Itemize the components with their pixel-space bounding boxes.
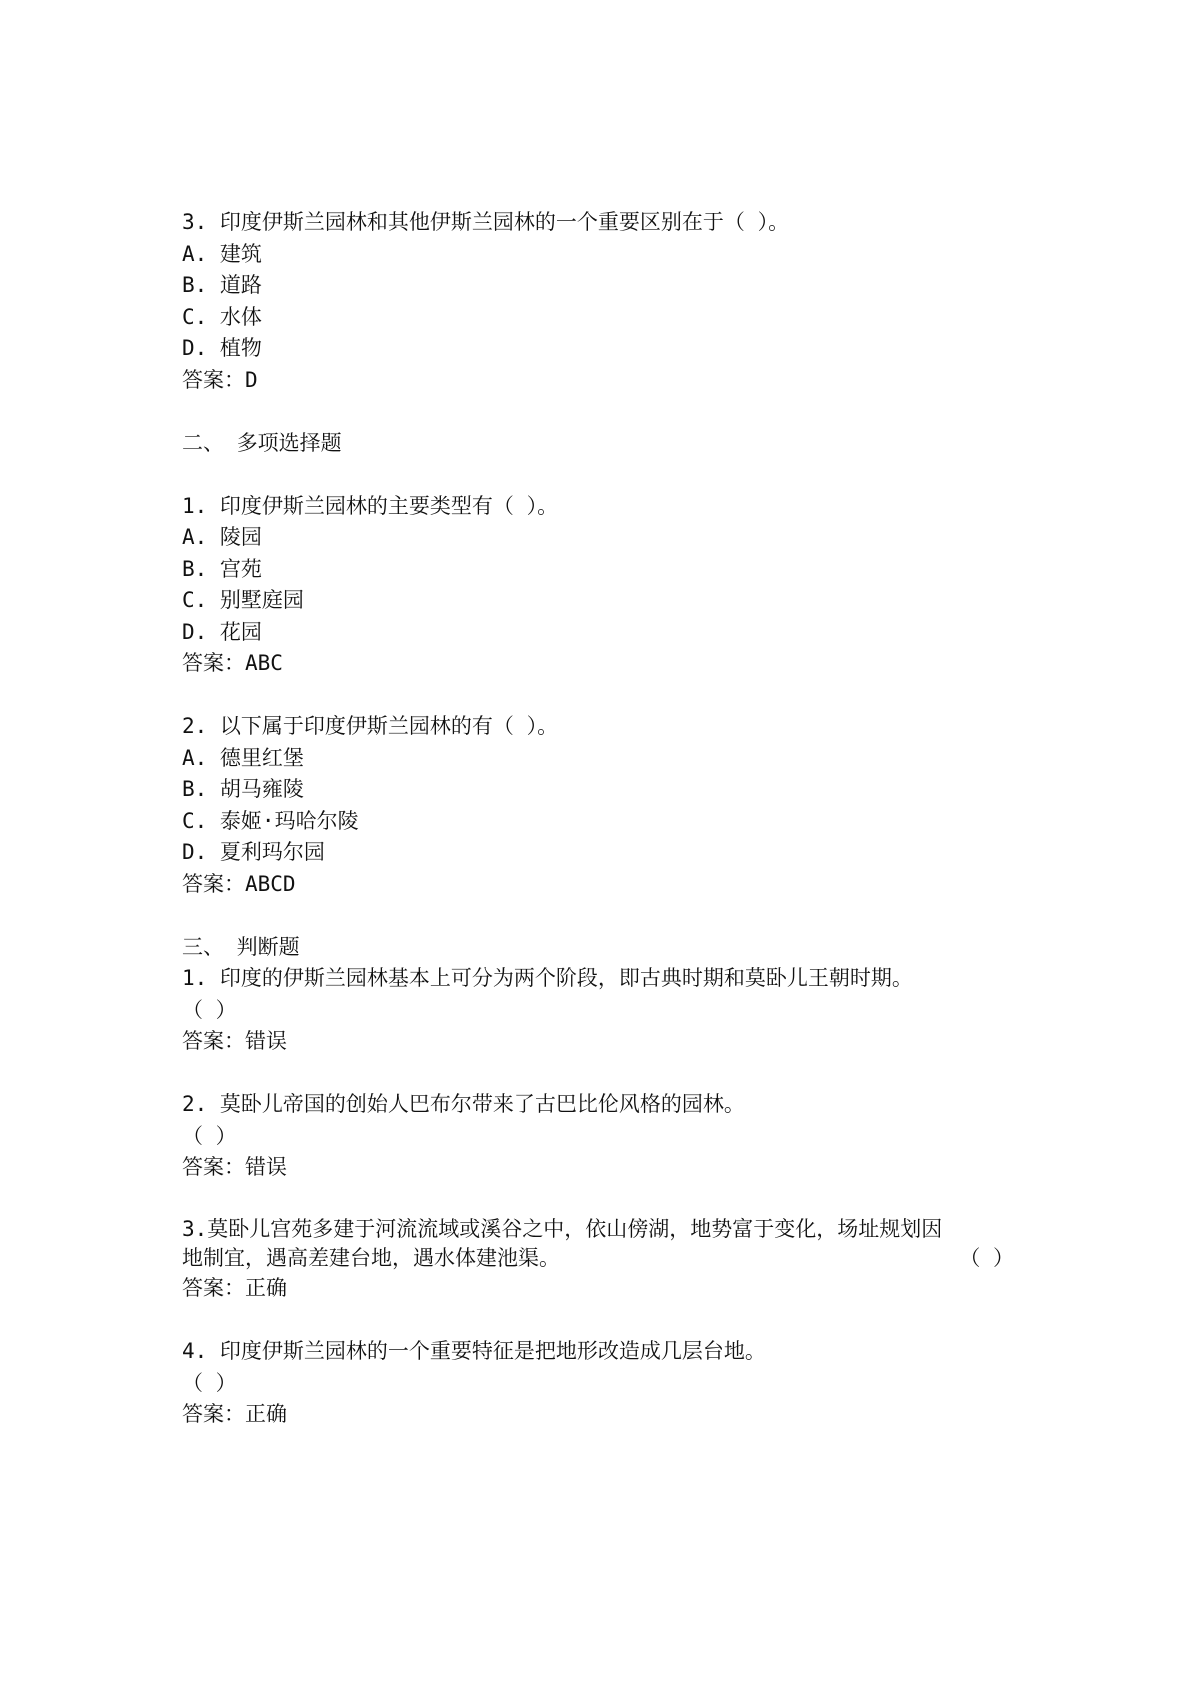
- answer-paren: （ ）: [182, 997, 237, 1022]
- answer: 答案：ABC: [182, 651, 283, 675]
- question-stem-line2: [182, 1244, 1014, 1273]
- spacer: [182, 1305, 1022, 1337]
- answer: 答案：ABCD: [182, 871, 296, 896]
- option-d: D. 夏利玛尔园: [182, 840, 325, 864]
- question-stem: 1. 印度的伊斯兰园林基本上可分为两个阶段，即古典时期和莫卧儿王朝时期。: [182, 966, 913, 990]
- question-stem: 2. 莫卧儿帝国的创始人巴布尔带来了古巴比伦风格的园林。: [182, 1092, 745, 1116]
- question-stem: 2. 以下属于印度伊斯兰园林的有（ ）。: [182, 714, 559, 738]
- answer: 答案：错误: [182, 1155, 287, 1179]
- answer: 答案：正确: [182, 1276, 287, 1300]
- option-c: C. 别墅庭园: [182, 588, 304, 612]
- question-stem: 4. 印度伊斯兰园林的一个重要特征是把地形改造成几层台地。: [182, 1339, 766, 1363]
- option-d: D. 花园: [182, 619, 262, 644]
- question-stem: 1. 印度伊斯兰园林的主要类型有（ ）。: [182, 493, 559, 518]
- spacer: [182, 680, 1022, 712]
- spacer: [182, 459, 1022, 491]
- answer: 答案：错误: [182, 1029, 287, 1053]
- option-a: A. 陵园: [182, 525, 262, 549]
- option-b: B. 胡马雍陵: [182, 777, 304, 801]
- option-b: B. 道路: [182, 273, 262, 297]
- option-a: A. 德里红堡: [182, 745, 304, 770]
- option-b: B. 宫苑: [182, 556, 262, 581]
- section-heading: 三、 判断题: [182, 934, 300, 959]
- option-a: A. 建筑: [182, 241, 262, 266]
- answer: 答案：D: [182, 367, 258, 392]
- spacer: [182, 1184, 1022, 1216]
- answer-paren: （ ）: [182, 1370, 237, 1395]
- question-stem: 3. 印度伊斯兰园林和其他伊斯兰园林的一个重要区别在于（ ）。: [182, 210, 790, 234]
- option-c: C. 水体: [182, 304, 262, 329]
- document-page: [182, 207, 1022, 1431]
- spacer: [182, 900, 1022, 932]
- answer-paren: （ ）: [182, 1123, 237, 1148]
- question-stem-line2-text: 地制宜，遇高差建台地，遇水体建池渠。: [182, 1246, 560, 1270]
- spacer: [182, 1058, 1022, 1090]
- option-c: C. 泰姬·玛哈尔陵: [182, 808, 359, 833]
- spacer: [182, 396, 1022, 428]
- answer-paren: （ ）: [959, 1246, 1014, 1270]
- answer: 答案：正确: [182, 1402, 287, 1426]
- section-heading: 二、 多项选择题: [182, 430, 342, 455]
- question-stem-line1: 3.莫卧儿宫苑多建于河流流域或溪谷之中，依山傍湖，地势富于变化，场址规划因: [182, 1217, 943, 1241]
- option-d: D. 植物: [182, 336, 262, 360]
